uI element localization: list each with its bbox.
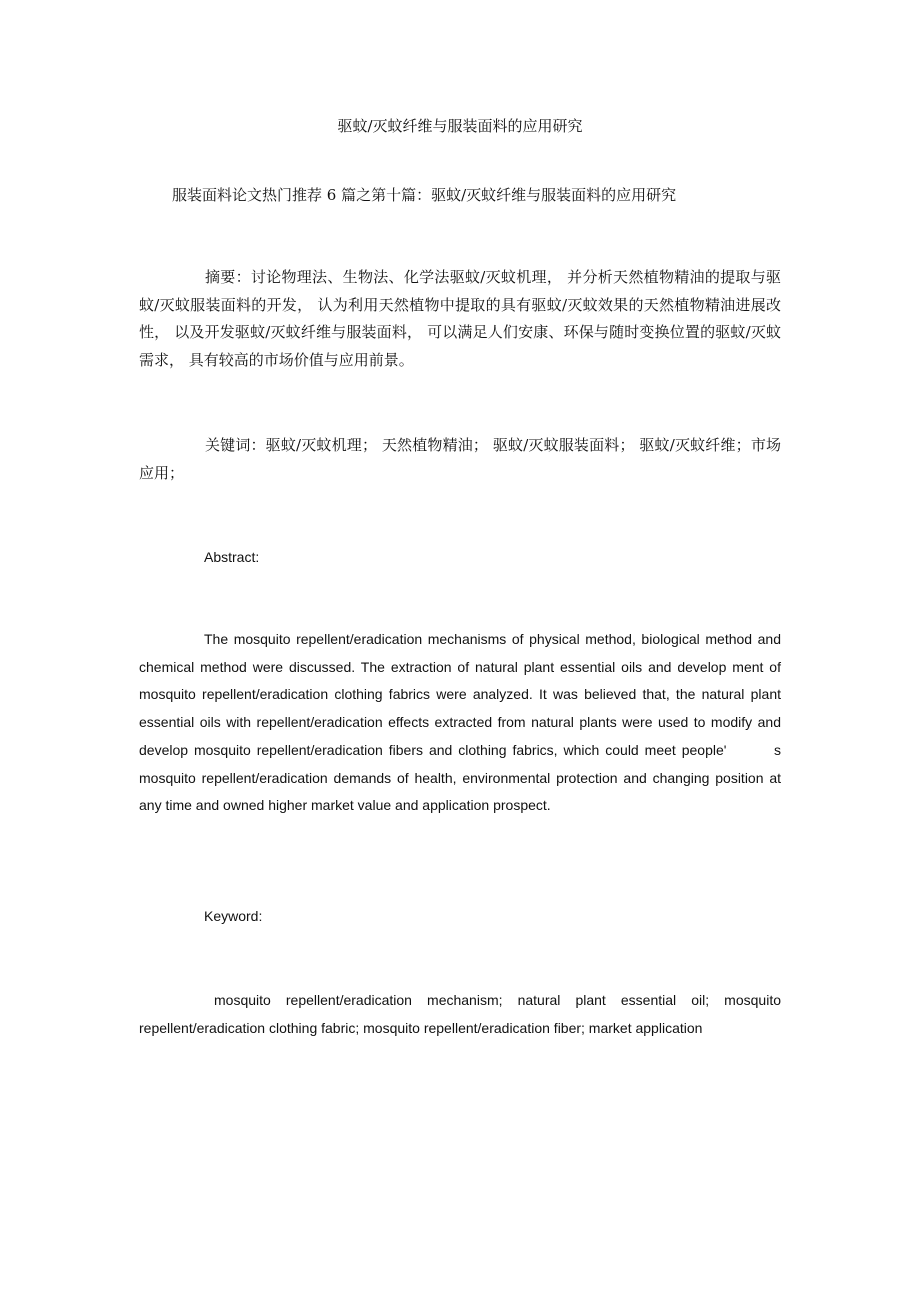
chinese-keywords: 关键词：驱蚊/灭蚊机理； 天然植物精油； 驱蚊/灭蚊服装面料； 驱蚊/灭蚊纤维；市场应用； <box>139 436 781 482</box>
chinese-abstract: 摘要：讨论物理法、生物法、化学法驱蚊/灭蚊机理， 并分析天然植物精油的提取与驱蚊/灭蚊服装面料的开发， 认为利用天然植物中提取的具有驱蚊/灭蚊效果的天然植物精油进展改性， 以及开发驱蚊/灭蚊纤维与服装面料， 可以满足人们安康、环保与随时变换位置的驱蚊/灭蚊需求， 具有较高的市场价值与应用前景。 <box>139 268 781 369</box>
document-subtitle: 服装面料论文热门推荐 6 篇之第十篇：驱蚊/灭蚊纤维与服装面料的应用研究 <box>172 186 677 204</box>
keyword-heading: Keyword: <box>204 908 263 924</box>
abstract-heading: Abstract: <box>204 549 260 565</box>
english-keywords: mosquito repellent/eradication mechanism; natural plant essential oil; mosquito repellent/eradication clothing fabric; mosquito repellent/eradication fiber; market application <box>139 992 781 1036</box>
english-abstract: The mosquito repellent/eradication mechanisms of physical method, biological method and chemical method were discussed. The extraction of natural plant essential oils and develop ment of mosquito repellent/eradication clothing fabrics were analyzed. It was believed that, the natural plant essential oils with repellent/eradication effects extracted from natural plants were used to modify and develop mosquito repellent/eradication fibers and clothing fabrics, which could meet people' s mosquito repellent/eradication demands of health, environmental protection and changing position at any time and owned higher market value and application prospect. <box>139 631 785 814</box>
document-title: 驱蚊/灭蚊纤维与服装面料的应用研究 <box>337 117 583 135</box>
